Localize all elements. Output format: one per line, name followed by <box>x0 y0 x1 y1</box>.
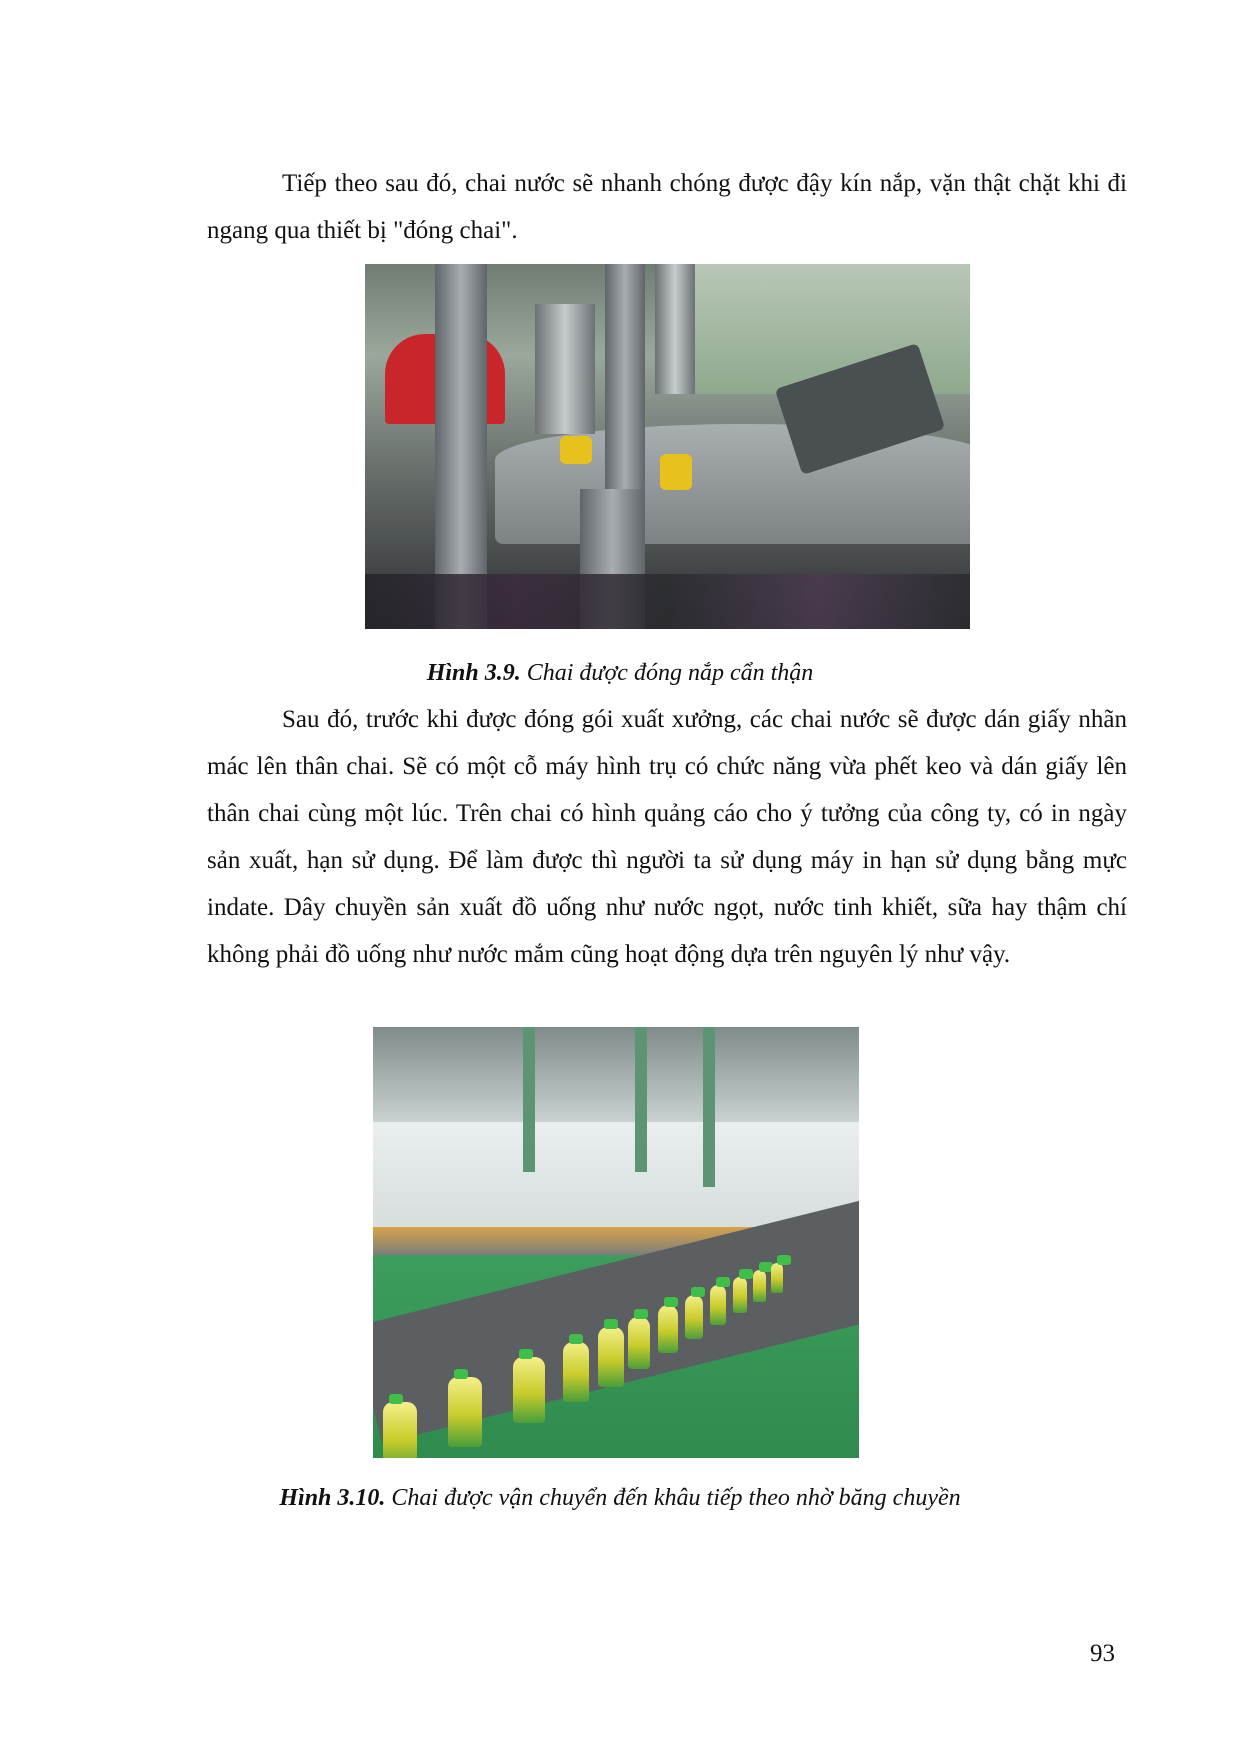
paragraph-line: khiết, sữa hay thậm chí không phải đồ uống như nước mắm cũng hoạt động dựa trên <box>207 894 1127 968</box>
image-bottle-cap <box>660 454 692 490</box>
figure-label: Hình 3.10. <box>279 1485 386 1511</box>
page-number: 93 <box>1090 1640 1115 1667</box>
image-bottle-cap <box>560 436 592 464</box>
figure-conveyor-image <box>373 1027 859 1458</box>
paragraph-line: Sau đó, trước khi được đóng gói xuất xưởng, các chai nước sẽ được dán giấy <box>282 706 1071 733</box>
figure-caption: Hình 3.9. Chai được đóng nắp cẩn thận <box>426 660 814 686</box>
paragraph-line: khi đi ngang qua thiết bị "đóng chai". <box>207 170 1127 244</box>
paragraph-line: ty, có in ngày sản xuất, hạn sử dụng. Để làm được thì người ta sử dụng máy in hạn <box>207 800 1127 874</box>
figure-capping-machine-image <box>365 264 970 629</box>
image-wall <box>373 1122 859 1232</box>
paragraph-labeling <box>207 696 1127 978</box>
paragraph-capping <box>207 160 1127 254</box>
paragraph-line: giấy lên thân chai cùng một lúc. Trên chai có hình quảng cáo cho ý tưởng của công <box>207 753 1127 827</box>
paragraph-line: sử dụng bằng mực indate. Dây chuyền sản xuất đồ uống như nước ngọt, nước tinh <box>207 847 1128 921</box>
paragraph-line: nhãn mác lên thân chai. Sẽ có một cỗ máy hình trụ có chức năng vừa phết keo và dán <box>207 706 1127 780</box>
figure-caption: Hình 3.10. Chai được vận chuyển đến khâu tiếp theo nhờ băng chuyền <box>279 1485 961 1511</box>
image-bottle <box>383 1402 417 1458</box>
image-roof <box>373 1027 859 1122</box>
figure-label: Hình 3.9. <box>426 660 521 686</box>
paragraph-line: nguyên lý như vậy. <box>819 941 1011 968</box>
paragraph-line: Tiếp theo sau đó, chai nước sẽ nhanh chóng được đậy kín nắp, vặn thật chặt <box>282 170 1061 197</box>
